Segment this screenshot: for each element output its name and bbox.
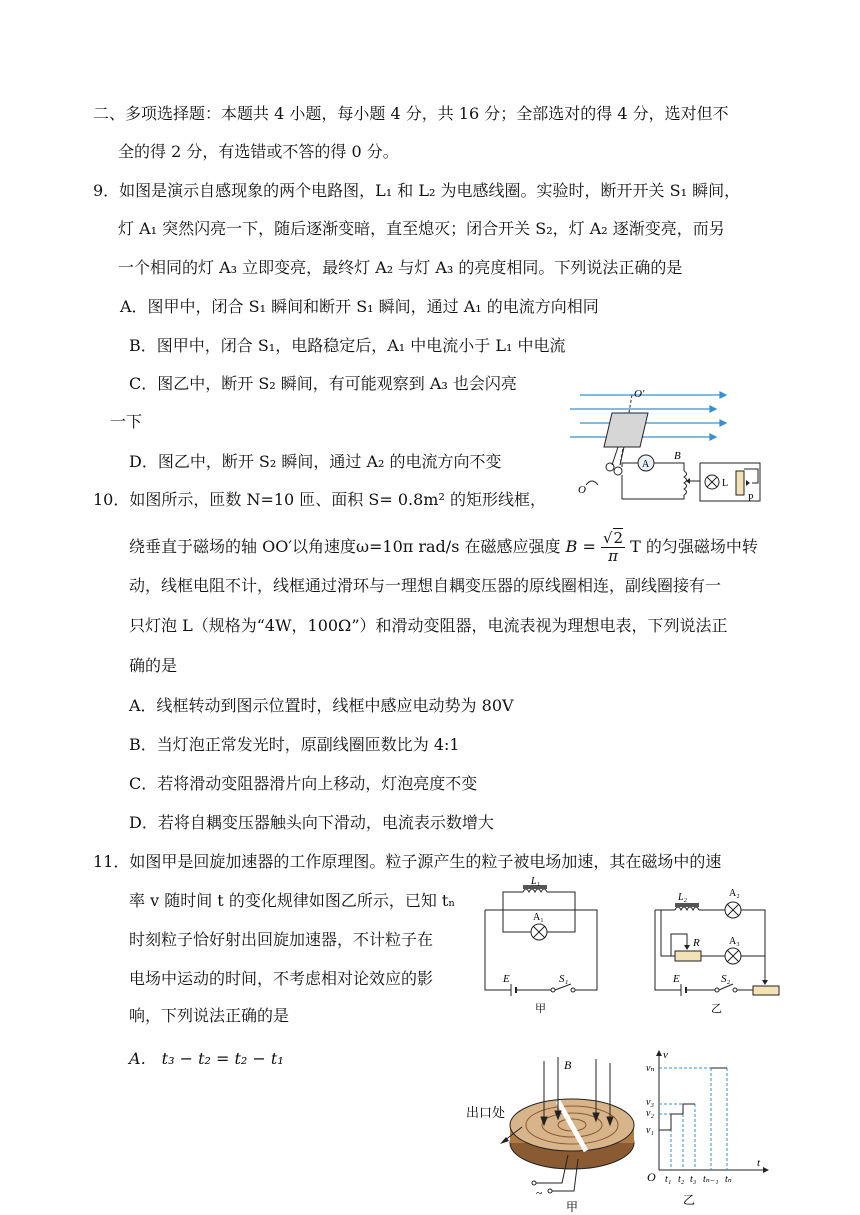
yi-caption: 乙: [711, 1003, 722, 1015]
vt-y-tick-v3: v₃: [646, 1097, 654, 1108]
yi-r-label: R: [693, 937, 700, 949]
cyclotron-b-label: B: [564, 1058, 572, 1072]
yi-l-label: L₂: [678, 892, 688, 903]
q11-stem-line1: 11．如图甲是回旋加速器的工作原理图。粒子源产生的粒子被电场加速，其在磁场中的速: [93, 852, 722, 871]
q9-option-b: B．图甲中，闭合 S₁，电路稳定后，A₁ 中电流小于 L₁ 中电流: [129, 336, 566, 355]
vt-caption: 乙: [683, 1193, 696, 1207]
cyclotron-caption: 甲: [566, 1200, 579, 1214]
q11-stem-line4: 电场中运动的时间，不考虑相对论效应的影: [129, 969, 434, 988]
cyclotron-figure: [462, 1055, 647, 1215]
section-heading-line1: 二、多项选择题：本题共 4 小题，每小题 4 分，共 16 分；全部选对的得 4 分，选对但不: [93, 104, 729, 123]
q10-stem-line5: 确的是: [129, 656, 178, 675]
jia-a-label: A₁: [533, 912, 544, 923]
yi-a3-label: A₃: [729, 936, 740, 947]
vt-y-tick-v1: v₁: [646, 1125, 654, 1136]
jia-caption: 甲: [535, 1003, 546, 1015]
self-induction-circuits-figure: [475, 876, 785, 1017]
q10-b-fraction: $\frac{√2}{\pi}$: [602, 529, 624, 565]
vt-y-axis-label: v: [663, 1049, 668, 1061]
vt-x-tick-t1: t₁: [665, 1174, 672, 1185]
velocity-time-graph: [645, 1048, 775, 1215]
q10-stem-line2: [129, 530, 758, 565]
q9-stem-line2: 灯 A₁ 突然闪亮一下，随后逐渐变暗，直至熄灭；闭合开关 S₂，灯 A₂ 逐渐变亮，而另: [118, 219, 725, 238]
vt-origin-label: O: [647, 1170, 656, 1184]
q10-stem-line4: 只灯泡 L（规格为“4W，100Ω”）和滑动变阻器，电流表视为理想电表，下列说法正: [129, 616, 728, 635]
q11-option-a: A． t₃ − t₂ = t₂ − t₁: [129, 1049, 284, 1068]
vt-x-tick-t2: t₂: [678, 1174, 685, 1185]
q10-option-b: B．当灯泡正常发光时，原副线圈匝数比为 4:1: [129, 735, 460, 754]
q10-stem-line3: 动，线框电阻不计，线框通过滑环与一理想自耦变压器的原线圈相连，副线圈接有一: [129, 576, 722, 595]
q10-b-symbol: B =: [565, 537, 596, 556]
q10-b-numerator: 2: [613, 529, 624, 547]
q9-stem-line1: 9．如图是演示自感现象的两个电路图，L₁ 和 L₂ 为电感线圈。实验时，断开开关 S₁ 瞬间，: [93, 181, 741, 200]
lamp-label: L: [722, 478, 729, 489]
q11-stem-line2: 率 v 随时间 t 的变化规律如图乙所示，已知 tₙ: [129, 891, 456, 910]
vt-y-tick-vn: vₙ: [646, 1063, 655, 1074]
q10-option-a: A．线框转动到图示位置时，线框中感应电动势为 80V: [129, 696, 514, 715]
q10-b-denominator: π: [608, 547, 618, 565]
q10-option-c: C．若将滑动变阻器滑片向上移动，灯泡亮度不变: [129, 774, 478, 793]
yi-e-label: E: [673, 973, 680, 985]
generator-transformer-figure: [560, 385, 785, 505]
slider-label: P: [748, 493, 754, 504]
q11-stem-line5: 响，下列说法正确的是: [129, 1006, 290, 1025]
vt-y-tick-v2: v₂: [646, 1108, 654, 1119]
q9-option-c-cont: 一下: [110, 412, 143, 431]
q9-stem-line3: 一个相同的灯 A₃ 立即变亮，最终灯 A₂ 与灯 A₃ 的亮度相同。下列说法正确的是: [118, 258, 683, 277]
vt-x-tick-tn: tₙ: [725, 1174, 732, 1185]
q11-stem-line3: 时刻粒子恰好射出回旋加速器，不计粒子在: [129, 930, 434, 949]
q10-option-d: D．若将自耦变压器触头向下滑动，电流表示数增大: [129, 813, 494, 832]
generator-b-label: B: [674, 450, 681, 462]
yi-a2-label: A₂: [729, 888, 740, 899]
generator-o-bottom-label: O: [578, 484, 586, 496]
q10-stem-line2-text: 绕垂直于磁场的轴 OO′以角速度ω=10π rad/s 在磁感应强度: [129, 537, 561, 556]
yi-s-label: S₂: [721, 973, 731, 985]
vt-x-axis-label: t: [757, 1157, 761, 1169]
jia-l-label: L₁: [531, 876, 541, 887]
vt-x-tick-t3: t₃: [690, 1174, 697, 1185]
ammeter-label: A: [642, 459, 650, 470]
jia-s-label: S₁: [559, 973, 569, 985]
q9-option-d: D．图乙中，断开 S₂ 瞬间，通过 A₂ 的电流方向不变: [129, 452, 502, 471]
cyclotron-ac-label: ~: [536, 1186, 543, 1200]
cyclotron-exit-label: 出口处: [466, 1105, 506, 1120]
vt-x-tick-tn-1: tₙ₋₁: [703, 1174, 719, 1185]
q10-stem-line1: 10．如图所示，匝数 N=10 匝、面积 S= 0.8m² 的矩形线框，: [93, 490, 546, 509]
q10-stem-line2-tail: T 的匀强磁场中转: [630, 537, 758, 556]
generator-o-top-label: O′: [634, 388, 645, 400]
jia-e-label: E: [503, 973, 510, 985]
section-heading-line2: 全的得 2 分，有选错或不答的得 0 分。: [118, 142, 399, 161]
q9-option-a: A．图甲中，闭合 S₁ 瞬间和断开 S₁ 瞬间，通过 A₁ 的电流方向相同: [120, 297, 599, 316]
q9-option-c: C．图乙中，断开 S₂ 瞬间，有可能观察到 A₃ 也会闪亮: [129, 374, 517, 393]
yi-resistor-icon: [675, 951, 701, 961]
